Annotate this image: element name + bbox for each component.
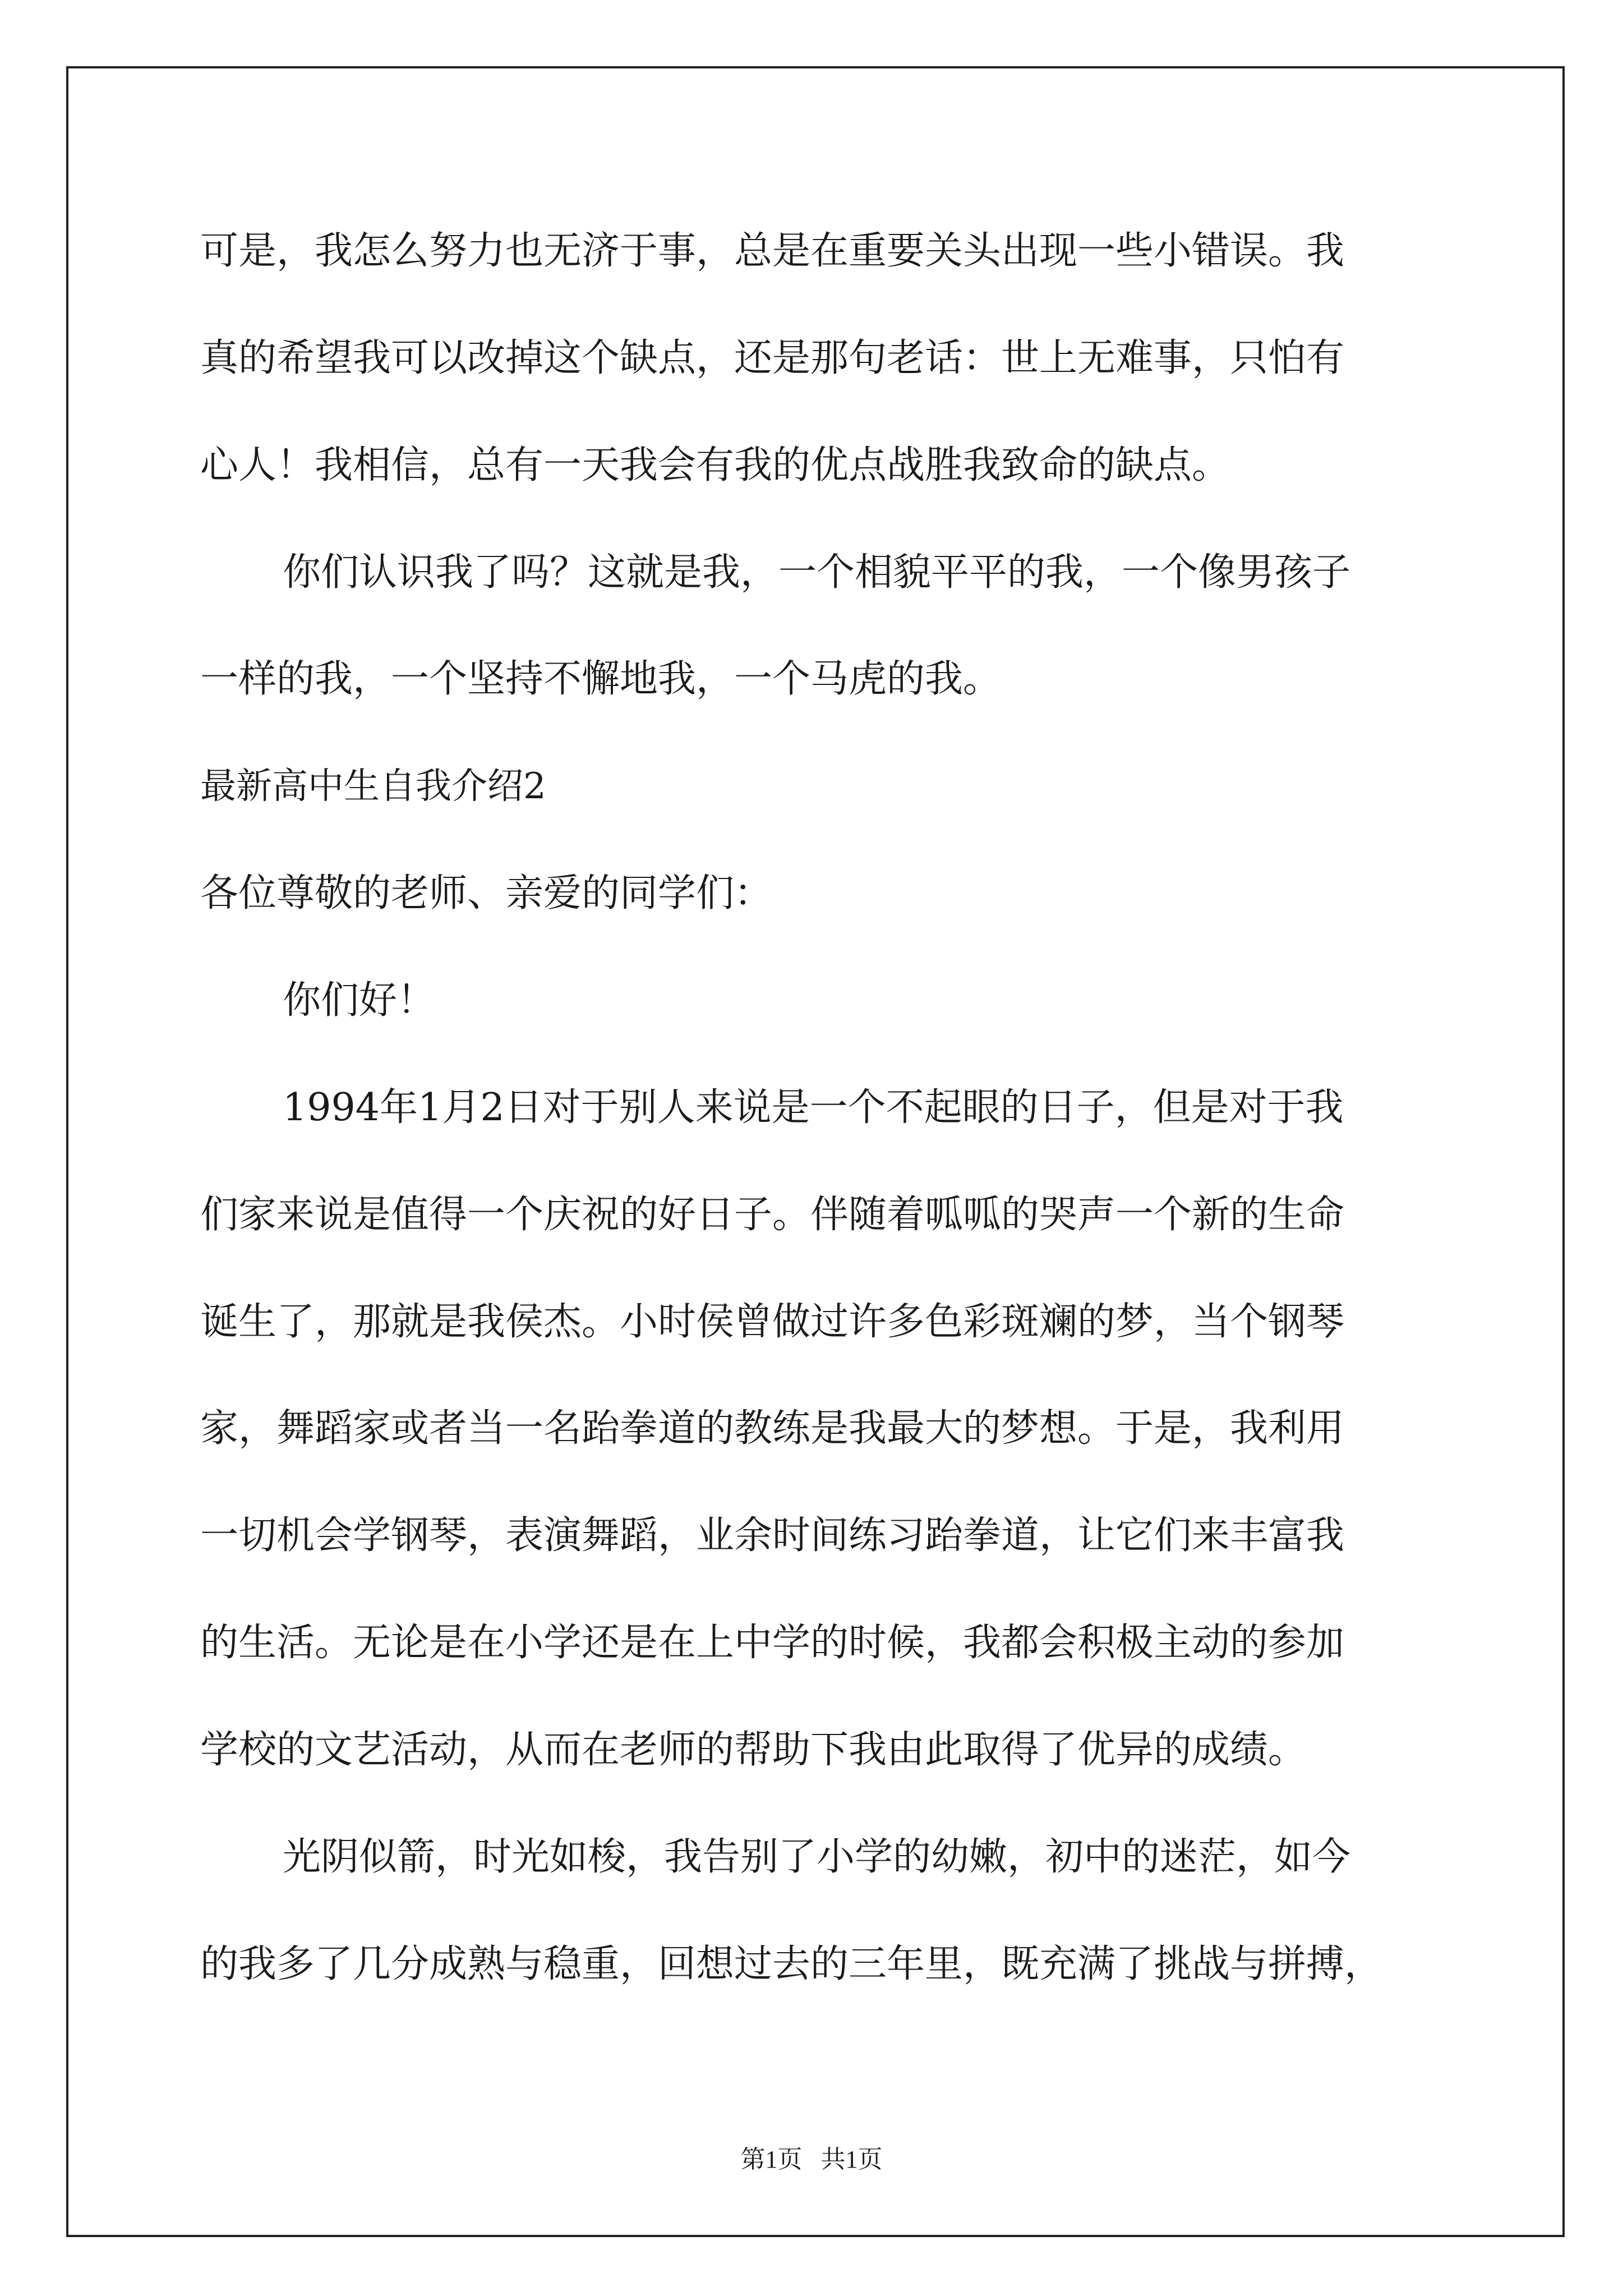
text-line: 的生活。无论是在小学还是在上中学的时候，我都会积极主动的参加 [200,1621,1345,1665]
text-line: 家，舞蹈家或者当一名跆拳道的教练是我最大的梦想。于是，我利用 [200,1406,1345,1451]
paragraph-first-line: 1994年1月2日对于别人来说是一个不起眼的日子，但是对于我 [283,1085,1344,1130]
text-line: 们家来说是值得一个庆祝的好日子。伴随着呱呱的哭声一个新的生命 [200,1193,1345,1237]
page-border [66,66,1565,2237]
text-line: 一切机会学钢琴，表演舞蹈，业余时间练习跆拳道，让它们来丰富我 [200,1513,1345,1558]
text-line: 诞生了，那就是我侯杰。小时侯曾做过许多色彩斑斓的梦，当个钢琴 [200,1300,1345,1344]
text-line: 心人！我相信，总有一天我会有我的优点战胜我致命的缺点。 [200,443,1230,487]
text-line: 可是，我怎么努力也无济于事，总是在重要关头出现一些小错误。我 [200,229,1345,273]
section-title: 最新高中生自我介绍2 [200,766,546,807]
text-line: 的我多了几分成熟与稳重，回想过去的三年里，既充满了挑战与拼搏， [200,1942,1383,1986]
salutation: 各位尊敬的老师、亲爱的同学们： [200,871,773,915]
paragraph-first-line: 光阴似箭，时光如梭，我告别了小学的幼嫩，初中的迷茫，如今 [283,1835,1351,1879]
text-line: 学校的文艺活动，从而在老师的帮助下我由此取得了优异的成绩。 [200,1728,1307,1772]
text-line: 一样的我，一个坚持不懈地我，一个马虎的我。 [200,657,1002,701]
page-number-footer: 第1页 共1页 [740,2146,883,2173]
greeting: 你们好！ [283,978,436,1023]
paragraph-first-line: 你们认识我了吗？这就是我，一个相貌平平的我，一个像男孩子 [283,550,1351,595]
text-line: 真的希望我可以改掉这个缺点，还是那句老话：世上无难事，只怕有 [200,336,1345,380]
